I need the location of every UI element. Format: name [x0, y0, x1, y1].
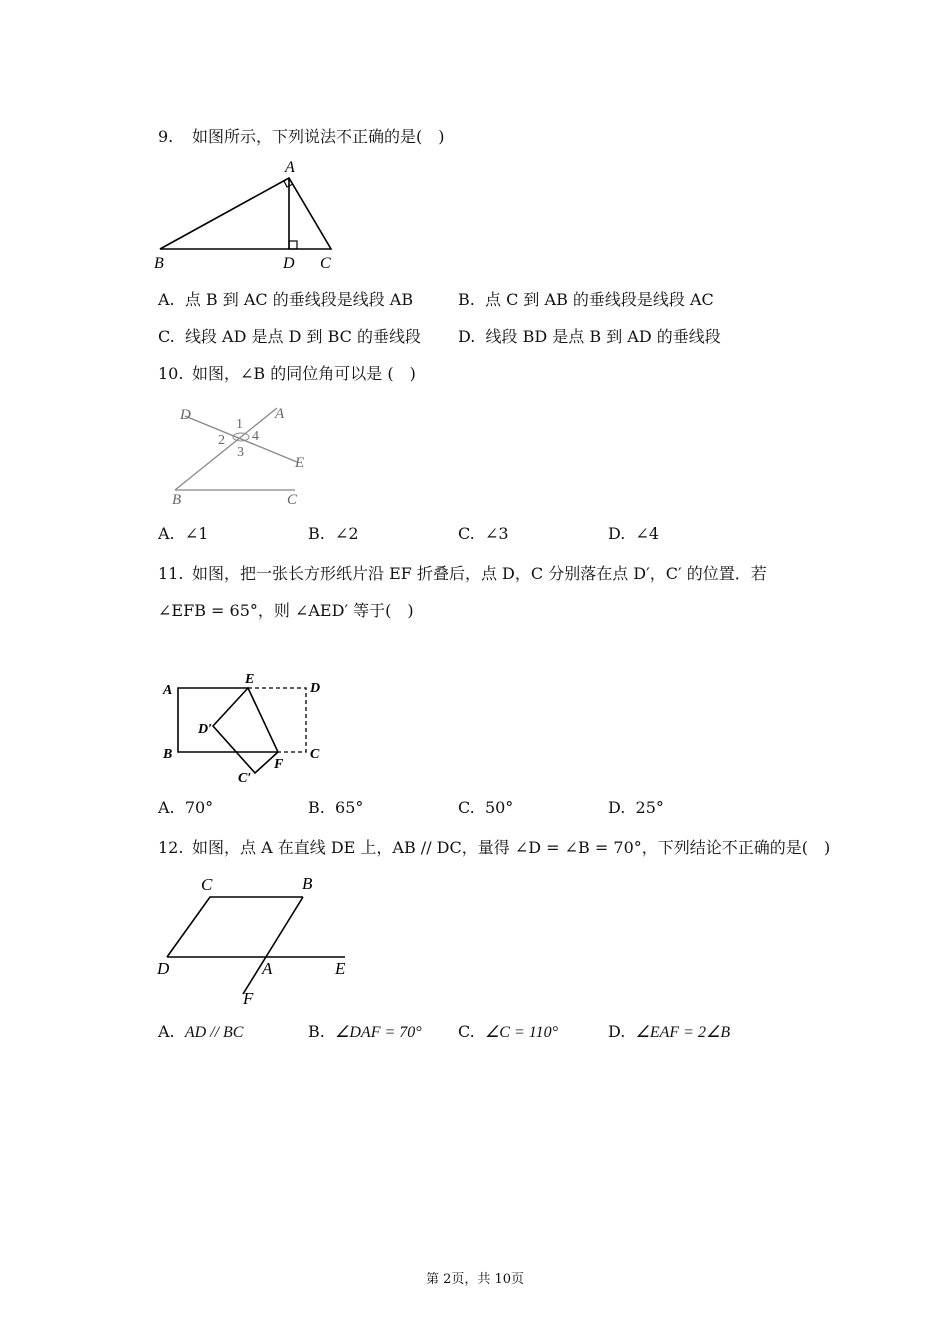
question-number: 10. [158, 364, 184, 383]
label-D: D [157, 959, 170, 978]
label-B: B [154, 255, 164, 272]
label-B: B [163, 747, 173, 762]
label-C: C [310, 747, 320, 762]
label-C: C [287, 492, 298, 508]
q10-option-a: A. ∠1 [158, 524, 209, 543]
label-C: C [320, 255, 331, 272]
label-D: D [180, 407, 191, 423]
q12-option-a: A. AD // BC [158, 1022, 244, 1041]
label-D-prime: D′ [198, 722, 213, 737]
label-E: E [295, 455, 305, 471]
label-C-prime: C′ [238, 771, 252, 786]
q10-option-b: B. ∠2 [308, 524, 359, 543]
label-A: A [285, 159, 295, 176]
label-angle-2: 2 [218, 433, 225, 448]
question-text: 如图，把一张长方形纸片沿 EF 折叠后，点 D，C 分别落在点 D′，C′ 的位置．若 [192, 564, 767, 583]
figure-q11-folded-rectangle [158, 670, 338, 790]
question-11-stem-line2: ∠EFB = 65°，则 ∠AED′ 等于( ) [158, 601, 414, 620]
label-E: E [245, 672, 255, 687]
label-A: A [275, 406, 285, 422]
q11-option-a: A. 70° [158, 798, 214, 817]
q12-option-b: B. ∠DAF = 70° [308, 1022, 422, 1041]
question-12-stem [158, 835, 830, 858]
q9-option-c: C. 线段 AD 是点 D 到 BC 的垂线段 [158, 327, 421, 346]
label-F: F [274, 757, 284, 772]
label-D: D [283, 255, 295, 272]
label-angle-4: 4 [252, 429, 259, 444]
page-footer: 第 2页，共 10页 [425, 1272, 525, 1287]
q10-option-c: C. ∠3 [458, 524, 509, 543]
label-A: A [262, 959, 273, 978]
q9-option-a: A. 点 B 到 AC 的垂线段是线段 AB [158, 290, 414, 309]
q11-option-c: C. 50° [458, 798, 514, 817]
question-text: 如图，∠B 的同位角可以是 ( ) [192, 364, 416, 383]
question-10-stem [158, 361, 416, 384]
label-E: E [335, 959, 346, 978]
q9-option-b: B. 点 C 到 AB 的垂线段是线段 AC [458, 290, 714, 309]
label-A: A [163, 683, 173, 698]
question-text: 如图，点 A 在直线 DE 上，AB // DC，量得 ∠D = ∠B = 70°，下列结论不正确的是( ) [192, 838, 831, 857]
question-number: 11. [158, 564, 184, 583]
label-B: B [302, 874, 313, 893]
q12-option-c: C. ∠C = 110° [458, 1022, 558, 1041]
label-D: D [310, 681, 321, 696]
figure-q10-angles [165, 400, 335, 510]
question-number: 9. [158, 127, 174, 146]
question-number: 12. [158, 838, 184, 857]
q11-option-b: B. 65° [308, 798, 364, 817]
q10-option-d: D. ∠4 [608, 524, 660, 543]
label-B: B [172, 492, 182, 508]
q12-option-d: D. ∠EAF = 2∠B [608, 1022, 731, 1041]
question-11-stem [158, 561, 767, 584]
q11-option-d: D. 25° [608, 798, 664, 817]
question-text: 如图所示，下列说法不正确的是( ) [192, 127, 445, 146]
label-F: F [243, 989, 254, 1008]
q9-option-d: D. 线段 BD 是点 B 到 AD 的垂线段 [458, 327, 721, 346]
label-angle-1: 1 [236, 417, 243, 432]
label-angle-3: 3 [237, 445, 244, 460]
label-C: C [201, 875, 213, 894]
question-9-stem [158, 124, 445, 147]
figure-q12-parallel-lines [155, 870, 365, 1010]
figure-q9-right-triangle [150, 155, 350, 275]
